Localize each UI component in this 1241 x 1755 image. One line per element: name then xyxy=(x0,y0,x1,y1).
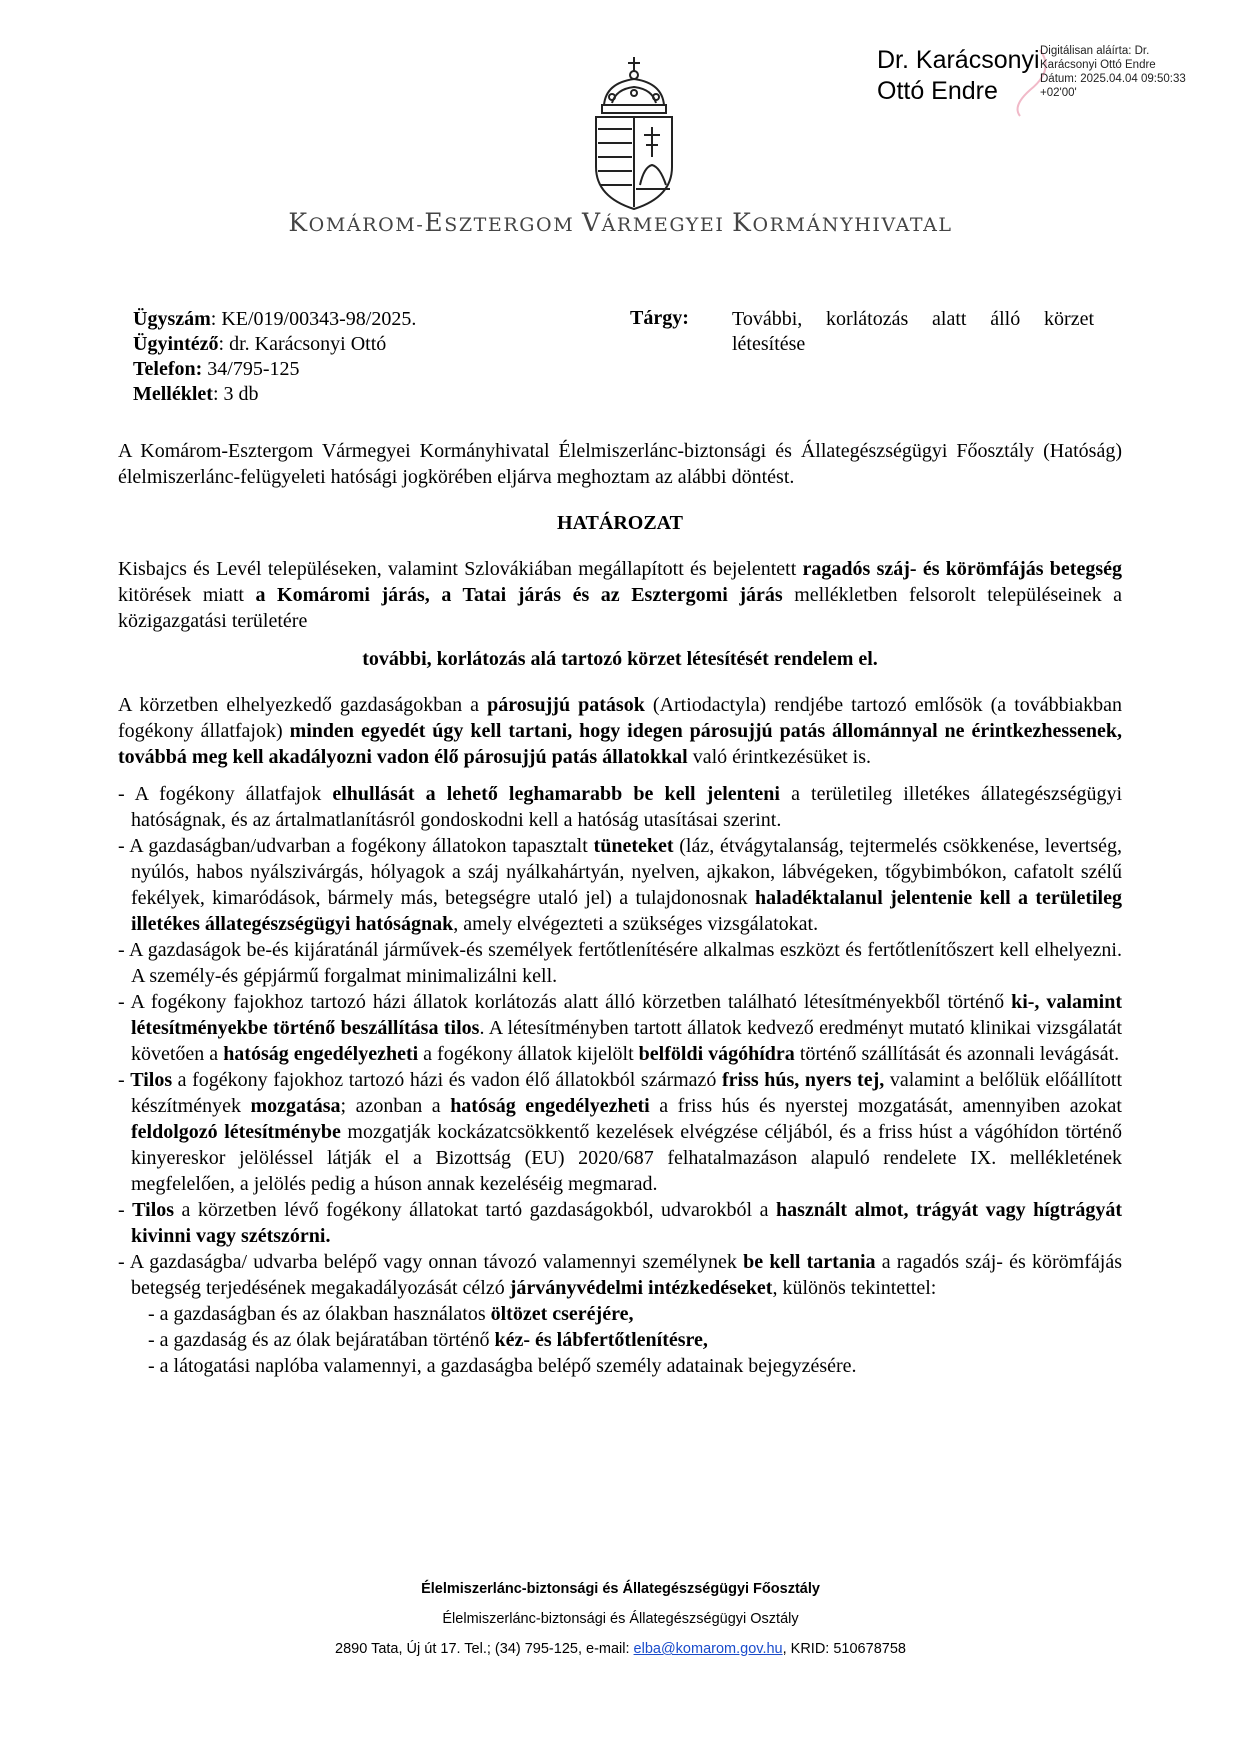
attachment-value: : 3 db xyxy=(212,383,259,405)
list-item xyxy=(118,989,1122,1067)
office-initial-2: E xyxy=(424,208,445,237)
text: a fogékony fajokhoz tartozó házi és vadon élő állatokból származó xyxy=(172,1069,722,1091)
text: Kisbajcs és Levél településeken, valamint Szlovákiában megállapított és bejelentett xyxy=(118,558,803,580)
measures-list xyxy=(118,781,1122,1379)
case-number-label: Ügyszám xyxy=(133,308,211,330)
intro-paragraph: A Komárom-Esztergom Vármegyei Kormányhivatal Élelmiszerlánc-biztonsági és Állategészségügyi Főosztály (Hatóság) élelmiszerlánc-felügyeleti hatósági jogkörében eljárva meghoztam az alábbi döntést. xyxy=(118,440,1122,488)
text: a friss hús és nyerstej mozgatását, amennyiben azokat xyxy=(649,1095,1122,1117)
text: , különös tekintettel: xyxy=(772,1277,937,1299)
document-body xyxy=(118,438,1122,1379)
bold-text: Tilos xyxy=(130,1069,173,1091)
text: történő szállítását és azonnali levágását. xyxy=(794,1043,1120,1065)
bold-text: be kell tartania xyxy=(743,1251,876,1273)
text: a körzetben lévő fogékony állatokat tartó gazdaságokból, udvarokból a xyxy=(174,1199,776,1221)
footer-department: Élelmiszerlánc-biztonsági és Állategészségügyi Főosztály xyxy=(421,1581,820,1597)
list-item xyxy=(118,1197,1122,1249)
bold-text: minden egyedét úgy kell tartani, hogy idegen párosujjú patás állománnyal ne érintkezhessenek, továbbá meg kell akadályozni vadon élő párosujjú patás állatokkal xyxy=(118,720,1123,768)
decision-paragraph xyxy=(118,556,1122,634)
list-item xyxy=(118,1249,1122,1301)
bold-text: kéz- és lábfertőtlenítésre, xyxy=(494,1329,708,1351)
bold-text: használt almot, trágyát vagy hígtrágyát kivinni vagy szétszórni. xyxy=(131,1199,1122,1247)
office-word-3: ÁRMEGYEI xyxy=(601,214,733,236)
signature-meta-line4: +02'00' xyxy=(1040,87,1077,99)
attachment xyxy=(133,382,259,407)
text: - xyxy=(118,1199,133,1221)
phone-value: 34/795-125 xyxy=(202,358,300,380)
bold-text: hatóság engedélyezheti xyxy=(450,1095,650,1117)
digital-signature-info xyxy=(1040,44,1186,100)
office-name xyxy=(0,208,1241,237)
text: (Artiodactyla) rendjébe tartozó emlősök (a továbbiakban fogékony állatfajok) xyxy=(118,694,1122,742)
text: . A létesítményben tartott állatok kedvező eredményt mutató klinikai vizsgálatát követően a xyxy=(131,1017,1122,1065)
text: a területileg illetékes állategészségügyi hatóságnak, és az ártalmatlanításról gondoskodni kell a hatóság utasításai szerint. xyxy=(131,783,1123,831)
bold-text: Tilos xyxy=(132,1199,175,1221)
bold-text: öltözet cseréjére, xyxy=(490,1303,634,1325)
signature-meta-line3: Dátum: 2025.04.04 09:50:33 xyxy=(1040,73,1186,85)
text: mellékletben felsorolt településeinek a közigazgatási területére xyxy=(118,584,1123,632)
signer-name-line2: Ottó Endre xyxy=(877,77,998,105)
text: , amely elvégezteti a szükséges vizsgálatokat. xyxy=(453,913,819,935)
list-item: - A gazdaságok be-és kijáratánál járművek-és személyek fertőtlenítésére alkalmas eszközt és fertőtlenítőszert kell elhelyezni. A személy-és gépjármű forgalmat minimalizálni kell. xyxy=(118,939,1122,987)
list-item xyxy=(118,833,1122,937)
text: - A gazdaságban/udvarban a fogékony állatokon tapasztalt xyxy=(118,835,594,857)
decision-order: további, korlátozás alá tartozó körzet létesítését rendelem el. xyxy=(362,648,878,670)
text: mozgatják kockázatcsökkentő kezelések elvégzése céljából, és a friss húst a vágóhídon történő kinyereskor jelöléssel látják el a Bizottság (EU) 2020/687 felhatalmazáson alapuló rendelete IX. mellékletének megfelelően, a jelölés pedig a húson annak kezeléséig megmarad. xyxy=(131,1121,1122,1195)
text: - A gazdaságba/ udvarba belépő vagy onnan távozó valamennyi személynek xyxy=(118,1251,744,1273)
footer-address: 2890 Tata, Új út 17. Tel.; (34) 795-125, e-mail: xyxy=(335,1641,634,1657)
bold-text: tüneteket xyxy=(593,835,674,857)
footer-krid: , KRID: 510678758 xyxy=(782,1641,906,1657)
text: - a gazdaság és az ólak bejáratában történő xyxy=(148,1329,495,1351)
sub-list-item xyxy=(118,1327,1122,1353)
text: - A fogékony fajokhoz tartozó házi állatok korlátozás alatt álló körzetben található létesítményekből történő xyxy=(118,991,1012,1013)
bold-text: elhullását a lehető leghamarabb be kell jelenteni xyxy=(332,783,780,805)
text: - A fogékony állatfajok xyxy=(118,783,333,805)
subject-text xyxy=(732,307,1094,357)
office-word-1: OMÁROM- xyxy=(308,214,425,236)
attachment-label: Melléklet xyxy=(133,383,213,405)
text: való érintkezésüket is. xyxy=(687,746,872,768)
office-word-4: ORMÁNYHIVATAL xyxy=(752,214,953,236)
bold-text: párosujjú patások xyxy=(487,694,645,716)
office-initial-4: K xyxy=(732,208,753,237)
coat-of-arms-icon xyxy=(586,55,682,213)
office-initial-1: K xyxy=(288,208,309,237)
bold-text: ki-, valamint létesítményekbe történő beszállítása tilos xyxy=(131,991,1122,1039)
subject-line2: létesítése xyxy=(732,333,806,355)
text: kitörések miatt xyxy=(118,584,256,606)
subject-line1: További, korlátozás alatt álló körzet xyxy=(732,308,1094,330)
page-footer xyxy=(0,1574,1241,1664)
signer-name-line1: Dr. Karácsonyi xyxy=(877,46,1040,74)
text: a fogékony állatok kijelölt xyxy=(418,1043,639,1065)
text: ; azonban a xyxy=(340,1095,451,1117)
text: valamint a belőlük előállított készítmények xyxy=(131,1069,1123,1117)
sub-list-item xyxy=(118,1301,1122,1327)
bold-text: ragadós száj- és körömfájás betegség xyxy=(802,558,1122,580)
bold-text: feldolgozó létesítménybe xyxy=(131,1121,341,1143)
text: - a gazdaságban és az ólakban használatos xyxy=(148,1303,491,1325)
text: - xyxy=(118,1069,131,1091)
case-number xyxy=(133,307,416,332)
bold-text: friss hús, nyers tej, xyxy=(722,1069,885,1091)
bold-text: hatóság engedélyezheti xyxy=(223,1043,419,1065)
keeping-rules-paragraph xyxy=(118,692,1122,770)
bold-text: járványvédelmi intézkedéseket xyxy=(509,1277,773,1299)
bold-text: haladéktalanul jelentenie kell a területileg illetékes állategészségügyi hatóságnak xyxy=(131,887,1122,935)
office-word-2: SZTERGOM xyxy=(444,214,582,236)
office-initial-3: V xyxy=(581,208,602,237)
signature-meta-line1: Digitálisan aláírta: Dr. xyxy=(1040,45,1150,57)
bold-text: a Komáromi járás, a Tatai járás és az Esztergomi járás xyxy=(255,584,783,606)
text: (láz, étvágytalanság, tejtermelés csökkenése, levertség, nyúlós, habos nyálszivárgás, hólyagok a száj nyálkahártyán, nyelven, ajkakon, lábvégeken, tőgybimbókon, cafatolt szélű fekélyek, kimaródások, bármely más, betegségre utaló jel) a tulajdonosnak xyxy=(131,835,1122,909)
phone-label: Telefon: xyxy=(133,358,203,380)
case-officer-label: Ügyintéző xyxy=(133,333,219,355)
text: A körzetben elhelyezkedő gazdaságokban a xyxy=(118,694,488,716)
decision-heading: HATÁROZAT xyxy=(557,512,683,534)
email-link[interactable]: elba@komarom.gov.hu xyxy=(633,1641,783,1657)
case-number-value: : KE/019/00343-98/2025. xyxy=(210,308,417,330)
bold-text: mozgatása xyxy=(250,1095,341,1117)
list-item xyxy=(118,781,1122,833)
text: a ragadós száj- és körömfájás betegség terjedésének megakadályozását célzó xyxy=(131,1251,1122,1299)
subject-label: Tárgy: xyxy=(630,307,689,329)
sub-list-item: - a látogatási naplóba valamennyi, a gazdaságba belépő személy adatainak bejegyzésére. xyxy=(148,1355,857,1377)
footer-unit: Élelmiszerlánc-biztonsági és Állategészségügyi Osztály xyxy=(442,1611,799,1627)
case-officer xyxy=(133,332,386,357)
list-item xyxy=(118,1067,1122,1197)
footer-contact xyxy=(0,1634,1241,1664)
signature-meta-line2: Karácsonyi Ottó Endre xyxy=(1040,59,1156,71)
bold-text: belföldi vágóhídra xyxy=(638,1043,795,1065)
phone xyxy=(133,357,299,382)
case-officer-value: : dr. Karácsonyi Ottó xyxy=(218,333,387,355)
